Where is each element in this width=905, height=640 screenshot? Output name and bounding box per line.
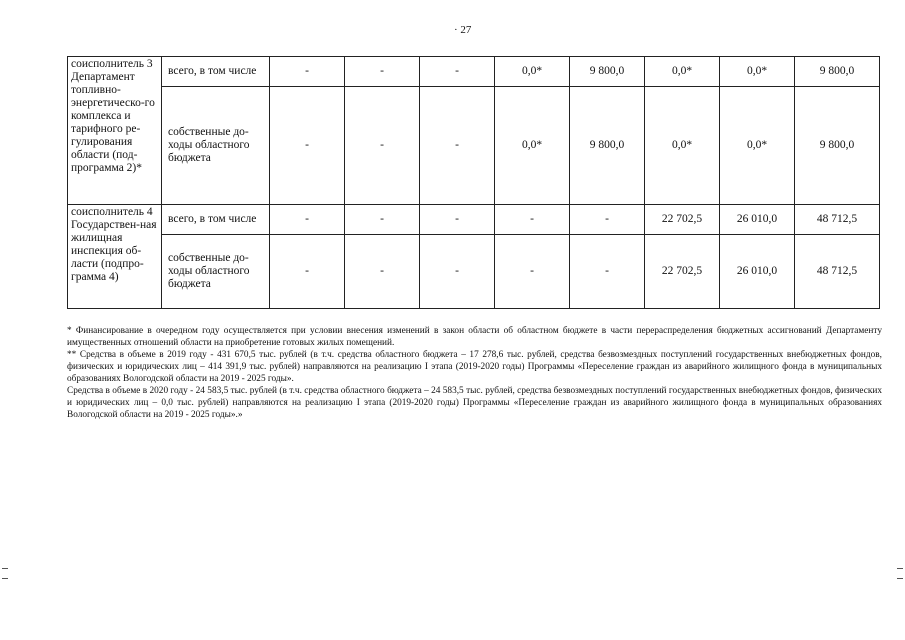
value-cell: 26 010,0 — [720, 205, 795, 235]
table-row — [68, 57, 880, 87]
value-cell: 0,0* — [645, 57, 720, 87]
value-cell: 9 800,0 — [795, 57, 880, 87]
budget-table — [67, 56, 880, 309]
value-cell: - — [495, 205, 570, 235]
value-cell: 22 702,5 — [645, 205, 720, 235]
value-cell: - — [345, 57, 420, 87]
source-cell: всего, в том числе — [162, 205, 270, 235]
margin-mark — [897, 568, 903, 569]
value-cell: 0,0* — [720, 57, 795, 87]
executor-cell: соисполнитель 3 Департамент топливно-энергетическо-го комплекса и тарифного ре-гулирования области (под-программа 2)* — [68, 57, 162, 205]
value-cell: 9 800,0 — [570, 57, 645, 87]
footnote-2020: Средства в объеме в 2020 году - 24 583,5 тыс. рублей (в т.ч. средства областного бюджета – 24 583,5 тыс. рублей, средства безвозмездных поступлений государственных внебюджетных фондов, физических и юридических лиц – 0,0 тыс. рублей) направляются на реализацию I этапа (2019-2020 годы) Программы «Переселение граждан из аварийного жилищного фонда в муниципальных образованиях Вологодской области на 2019 - 2025 годы».» — [67, 386, 882, 420]
value-cell: - — [495, 235, 570, 309]
value-cell: 48 712,5 — [795, 205, 880, 235]
margin-mark — [897, 578, 903, 579]
value-cell: - — [570, 205, 645, 235]
table-row — [68, 235, 880, 309]
value-cell: - — [270, 205, 345, 235]
value-cell: - — [270, 87, 345, 205]
table-row — [68, 205, 880, 235]
table-row — [68, 87, 880, 205]
source-cell: собственные до-ходы областного бюджета — [162, 87, 270, 205]
value-cell: - — [420, 57, 495, 87]
executor-cell: соисполнитель 4 Государствен-ная жилищная инспекция об-ласти (подпро-грамма 4) — [68, 205, 162, 309]
value-cell: - — [345, 87, 420, 205]
value-cell: - — [570, 235, 645, 309]
value-cell: 9 800,0 — [570, 87, 645, 205]
page-number: · 27 — [454, 24, 472, 36]
value-cell: 0,0* — [645, 87, 720, 205]
margin-mark — [2, 578, 8, 579]
value-cell: 22 702,5 — [645, 235, 720, 309]
value-cell: - — [420, 235, 495, 309]
value-cell: 0,0* — [495, 87, 570, 205]
value-cell: 48 712,5 — [795, 235, 880, 309]
value-cell: - — [420, 87, 495, 205]
footnote-2019: ** Средства в объеме в 2019 году - 431 670,5 тыс. рублей (в т.ч. средства областного бюджета – 17 278,6 тыс. рублей, средства безвозмездных поступлений государственных внебюджетных фондов, физических и юридических лиц – 414 391,9 тыс. рублей) направляются на реализацию I этапа (2019-2020 годы) Программы «Переселение граждан из аварийного жилищного фонда в муниципальных образованиях Вологодской области на 2019 - 2025 годы». — [67, 350, 882, 384]
source-cell: всего, в том числе — [162, 57, 270, 87]
value-cell: 0,0* — [720, 87, 795, 205]
value-cell: - — [420, 205, 495, 235]
footnotes — [67, 325, 882, 421]
value-cell: 0,0* — [495, 57, 570, 87]
value-cell: - — [270, 57, 345, 87]
value-cell: - — [345, 235, 420, 309]
value-cell: 26 010,0 — [720, 235, 795, 309]
footnote-funding: * Финансирование в очередном году осуществляется при условии внесения изменений в закон области об областном бюджете в части перераспределения бюджетных ассигнований Департаменту имущественных отношений области на приобретение готовых жилых помещений. — [67, 326, 882, 348]
margin-mark — [2, 568, 8, 569]
source-cell: собственные до-ходы областного бюджета — [162, 235, 270, 309]
value-cell: - — [345, 205, 420, 235]
value-cell: - — [270, 235, 345, 309]
value-cell: 9 800,0 — [795, 87, 880, 205]
